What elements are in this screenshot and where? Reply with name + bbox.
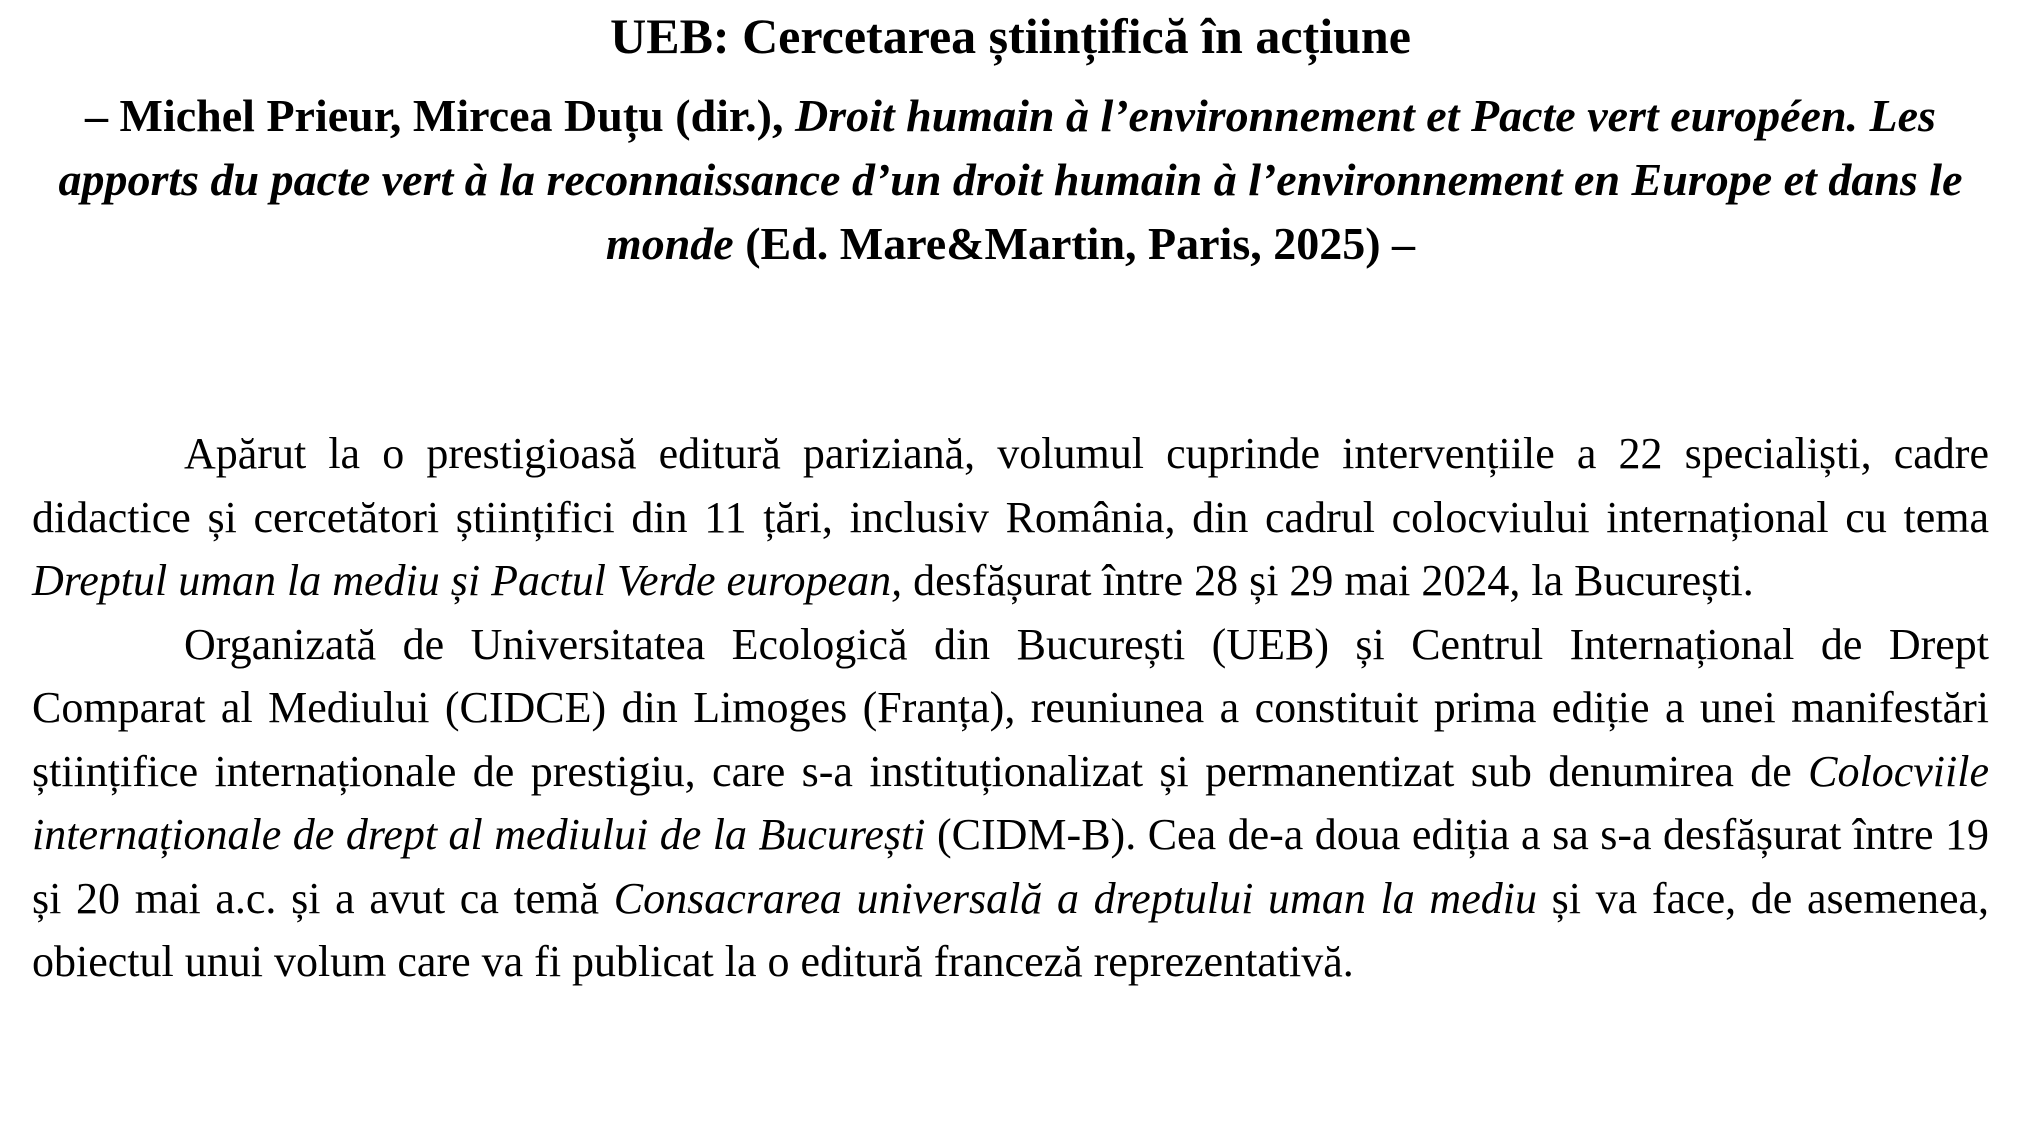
subtitle-book-title: Droit humain à l’environnement et Pacte vert européen. Les apports du pacte vert à la reconnaissance d’un droit humain à l’environnement en Europe et dans le monde bbox=[58, 90, 1963, 269]
subtitle-authors: – Michel Prieur, Mircea Duțu (dir.), bbox=[85, 90, 795, 141]
paragraph-2 bbox=[32, 613, 1989, 994]
document-subtitle bbox=[32, 84, 1989, 276]
paragraph-2-italic-theme: Consacrarea universală a dreptului uman la mediu bbox=[613, 873, 1537, 923]
paragraph-1 bbox=[32, 422, 1989, 613]
paragraph-2-italic-colloquia: Colocviile internaționale de drept al mediului de la București bbox=[32, 746, 1989, 859]
paragraph-2-text-a: Organizată de Universitatea Ecologică din București (UEB) și Centrul Internațional de Drept Comparat al Mediului (CIDCE) din Limoges (Franța), reuniunea a constituit prima ediție a unei manifestări științifice internaționale de prestigiu, care s-a instituționalizat și permanentizat sub denumirea de bbox=[32, 619, 1989, 796]
paragraph-1-italic-theme: Dreptul uman la mediu și Pactul Verde european, bbox=[32, 556, 903, 605]
subtitle-publisher: (Ed. Mare&Martin, Paris, 2025) – bbox=[733, 218, 1416, 269]
paragraph-1-text-a: Apărut la o prestigioasă editură pariziană, volumul cuprinde intervențiile a 22 specialiști, cadre didactice și cercetători științifici din 11 țări, inclusiv România, din cadrul colocviului internațional cu tema bbox=[32, 429, 1989, 542]
document-title: UEB: Cercetarea științifică în acțiune bbox=[610, 8, 1411, 64]
paragraph-2-text-e: și va face, de asemenea, obiectul unui volum care va fi publicat la o editură franceză reprezentativă. bbox=[32, 873, 1990, 986]
document-body bbox=[32, 422, 1989, 994]
paragraph-1-text-c: desfășurat între 28 și 29 mai 2024, la București. bbox=[902, 556, 1754, 605]
paragraph-2-text-c: (CIDM-B). Cea de-a doua ediția a sa s-a desfășurat între 19 și 20 mai a.c. și a avut ca temă bbox=[32, 810, 1989, 923]
